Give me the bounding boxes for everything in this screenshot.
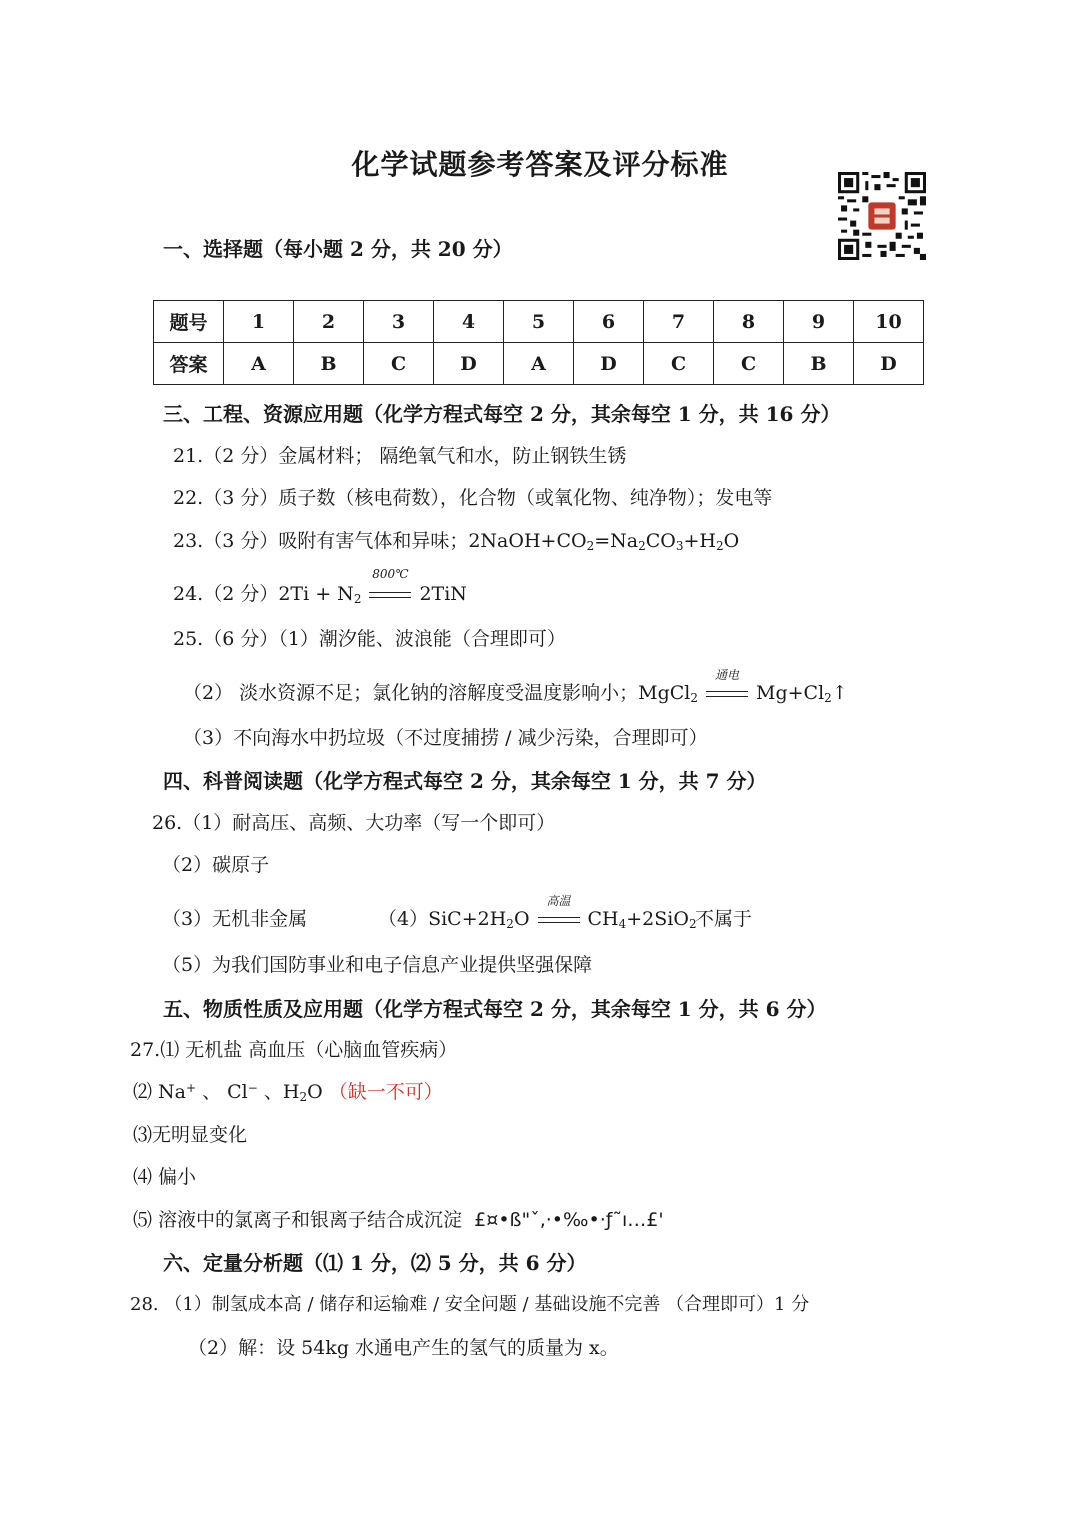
section3-heading: 三、工程、资源应用题（化学方程式每空 2 分，其余每空 1 分，共 16 分） bbox=[163, 402, 841, 426]
table-row-label: 题号 bbox=[154, 301, 224, 343]
qr-code-icon bbox=[838, 172, 926, 260]
table-cell: 9 bbox=[784, 301, 854, 343]
answer-24: 24.（2 分）$2Ti + N_2$ 800℃ 2TiN bbox=[173, 567, 467, 606]
answer-25-1: 25.（6 分）（1）潮汐能、波浪能（合理即可） bbox=[173, 628, 566, 650]
answer-26-5: （5）为我们国防事业和电子信息产业提供坚强保障 bbox=[162, 954, 593, 976]
table-cell: 10 bbox=[854, 301, 924, 343]
note-red: （缺一不可） bbox=[328, 1081, 443, 1103]
table-cell: D bbox=[854, 343, 924, 385]
table-cell: C bbox=[644, 343, 714, 385]
table-row-label: 答案 bbox=[154, 343, 224, 385]
section5-heading: 五、物质性质及应用题（化学方程式每空 2 分，其余每空 1 分，共 6 分） bbox=[163, 997, 827, 1021]
table-cell: A bbox=[504, 343, 574, 385]
table-cell: B bbox=[294, 343, 364, 385]
table-cell: B bbox=[784, 343, 854, 385]
table-cell: D bbox=[574, 343, 644, 385]
table-cell: C bbox=[364, 343, 434, 385]
table-row bbox=[154, 301, 924, 343]
garbled-text: £¤•ß"ˇ,·•‰•·ƒ˜ı…£' bbox=[474, 1209, 664, 1231]
answer-table bbox=[153, 300, 924, 385]
table-cell: D bbox=[434, 343, 504, 385]
table-cell: 6 bbox=[574, 301, 644, 343]
table-cell: A bbox=[224, 343, 294, 385]
answer-26-1: 26.（1）耐高压、高频、大功率（写一个即可） bbox=[152, 812, 556, 834]
section1-heading: 一、选择题（每小题 2 分，共 20 分） bbox=[163, 237, 513, 261]
answer-25-2: （2） 淡水资源不足；氯化钠的溶解度受温度影响小；MgCl$_2$ 通电 $Mg+Cl_2↑$ bbox=[183, 668, 848, 705]
answer-28-2: （2）解：设 54kg 水通电产生的氢气的质量为 x。 bbox=[188, 1337, 619, 1359]
answer-27-4: ⑷ 偏小 bbox=[133, 1166, 197, 1188]
table-cell: 4 bbox=[434, 301, 504, 343]
answer-22: 22.（3 分）质子数（核电荷数），化合物（或氧化物、纯净物）；发电等 bbox=[173, 487, 773, 509]
reaction-condition: 通电 bbox=[706, 684, 748, 704]
table-cell: 1 bbox=[224, 301, 294, 343]
answer-23: 23.（3 分）吸附有害气体和异味；$2NaOH+CO_2=Na_2CO_3+H_2O$ bbox=[173, 530, 740, 553]
table-cell: 5 bbox=[504, 301, 574, 343]
page-title: 化学试题参考答案及评分标准 bbox=[351, 148, 729, 181]
table-cell: C bbox=[714, 343, 784, 385]
reaction-condition: 800℃ bbox=[369, 585, 411, 605]
answer-28-1: 28. （1）制氢成本高 / 储存和运输难 / 安全问题 / 基础设施不完善 （合理即可）1 分 bbox=[130, 1294, 810, 1315]
answer-26-3: （3）无机非金属 bbox=[162, 908, 308, 930]
answer-21: 21.（2 分）金属材料； 隔绝氧气和水，防止钢铁生锈 bbox=[173, 445, 627, 467]
answer-27-1: 27.⑴ 无机盐 高血压（心脑血管疾病） bbox=[130, 1039, 458, 1061]
answer-26-2: （2）碳原子 bbox=[162, 854, 270, 876]
table-row bbox=[154, 343, 924, 385]
answer-26-4: $(4)SiC+2H_2O$ 高温 $CH_4+2SiO_2$ bbox=[378, 894, 697, 931]
answer-27-2: ⑵ Na+ 、 Cl− 、$H_2O$ （缺一不可） bbox=[133, 1081, 443, 1104]
answer-25-3: （3）不向海水中扔垃圾（不过度捕捞 / 减少污染，合理即可） bbox=[183, 727, 708, 749]
reaction-condition: 高温 bbox=[538, 910, 580, 930]
table-cell: 7 bbox=[644, 301, 714, 343]
section4-heading: 四、科普阅读题（化学方程式每空 2 分，其余每空 1 分，共 7 分） bbox=[163, 769, 767, 793]
answer-27-3: ⑶无明显变化 bbox=[133, 1124, 248, 1146]
answer-26-4-extra: 不属于 bbox=[695, 908, 753, 930]
table-cell: 2 bbox=[294, 301, 364, 343]
answer-27-5: ⑸ 溶液中的氯离子和银离子结合成沉淀 £¤•ß"ˇ,·•‰•·ƒ˜ı…£' bbox=[133, 1209, 664, 1231]
table-cell: 8 bbox=[714, 301, 784, 343]
section6-heading: 六、定量分析题（⑴ 1 分，⑵ 5 分，共 6 分） bbox=[163, 1251, 587, 1275]
table-cell: 3 bbox=[364, 301, 434, 343]
